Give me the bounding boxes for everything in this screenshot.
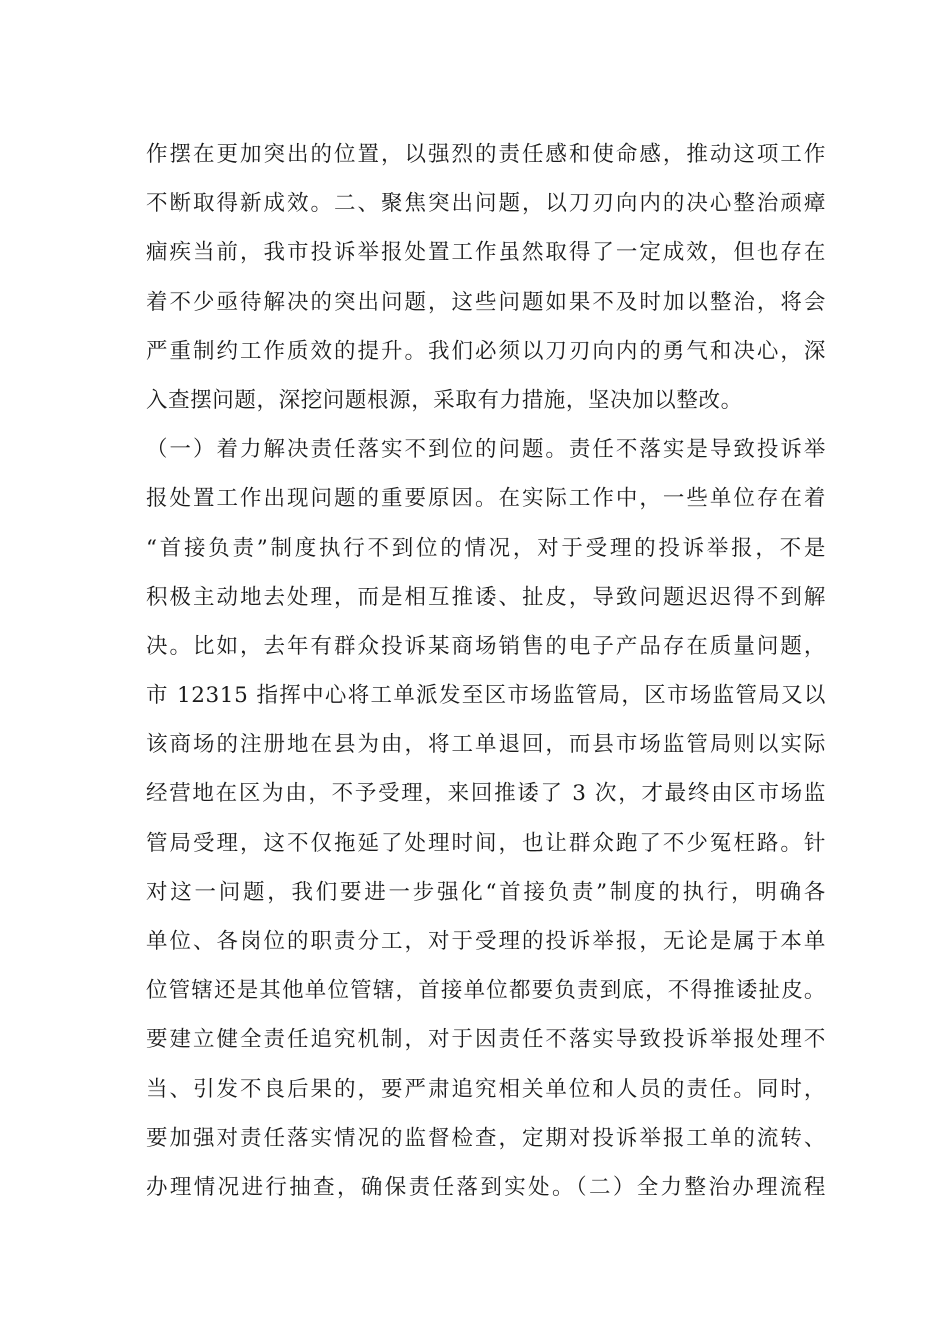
text-line: 办理情况进行抽查，确保责任落到实处。（二）全力整治办理流程 [146,1174,826,1200]
text-line: 对这一问题，我们要进一步强化“首接负责”制度的执行，明确各 [146,879,826,905]
text-line: 经营地在区为由，不予受理，来回推诿了 3 次，才最终由区市场监 [146,781,826,807]
text-line: 要建立健全责任追究机制，对于因责任不落实导致投诉举报处理不 [146,1027,826,1053]
text-line: 入查摆问题，深挖问题根源，采取有力措施，坚决加以整改。 [146,387,743,413]
text-line: 当、引发不良后果的，要严肃追究相关单位和人员的责任。同时， [146,1076,826,1102]
text-line: （一）着力解决责任落实不到位的问题。责任不落实是导致投诉举 [146,437,826,463]
text-line: 市 12315 指挥中心将工单派发至区市场监管局，区市场监管局又以 [146,683,826,709]
text-line: 不断取得新成效。二、聚焦突出问题，以刀刃向内的决心整治顽瘴 [146,191,826,217]
text-line: 位管辖还是其他单位管辖，首接单位都要负责到底，不得推诿扯皮。 [146,978,826,1004]
text-line: 决。比如，去年有群众投诉某商场销售的电子产品存在质量问题， [146,633,826,659]
text-line: 作摆在更加突出的位置，以强烈的责任感和使命感，推动这项工作 [146,142,826,167]
text-line: 管局受理，这不仅拖延了处理时间，也让群众跑了不少冤枉路。针 [146,830,826,856]
text-line: 着不少亟待解决的突出问题，这些问题如果不及时加以整治，将会 [146,289,826,315]
text-line: 报处置工作出现问题的重要原因。在实际工作中，一些单位存在着 [146,486,826,512]
text-line: 要加强对责任落实情况的监督检查，定期对投诉举报工单的流转、 [146,1125,826,1151]
text-line: 严重制约工作质效的提升。我们必须以刀刃向内的勇气和决心，深 [146,338,826,364]
text-line: 积极主动地去处理，而是相互推诿、扯皮，导致问题迟迟得不到解 [146,584,826,610]
text-line: 单位、各岗位的职责分工，对于受理的投诉举报，无论是属于本单 [146,929,826,954]
text-line: “首接负责”制度执行不到位的情况，对于受理的投诉举报，不是 [146,535,826,561]
text-line: 该商场的注册地在县为由，将工单退回，而县市场监管局则以实际 [146,732,826,758]
document-body [146,130,826,1212]
text-line: 痼疾当前，我市投诉举报处置工作虽然取得了一定成效，但也存在 [146,240,826,266]
